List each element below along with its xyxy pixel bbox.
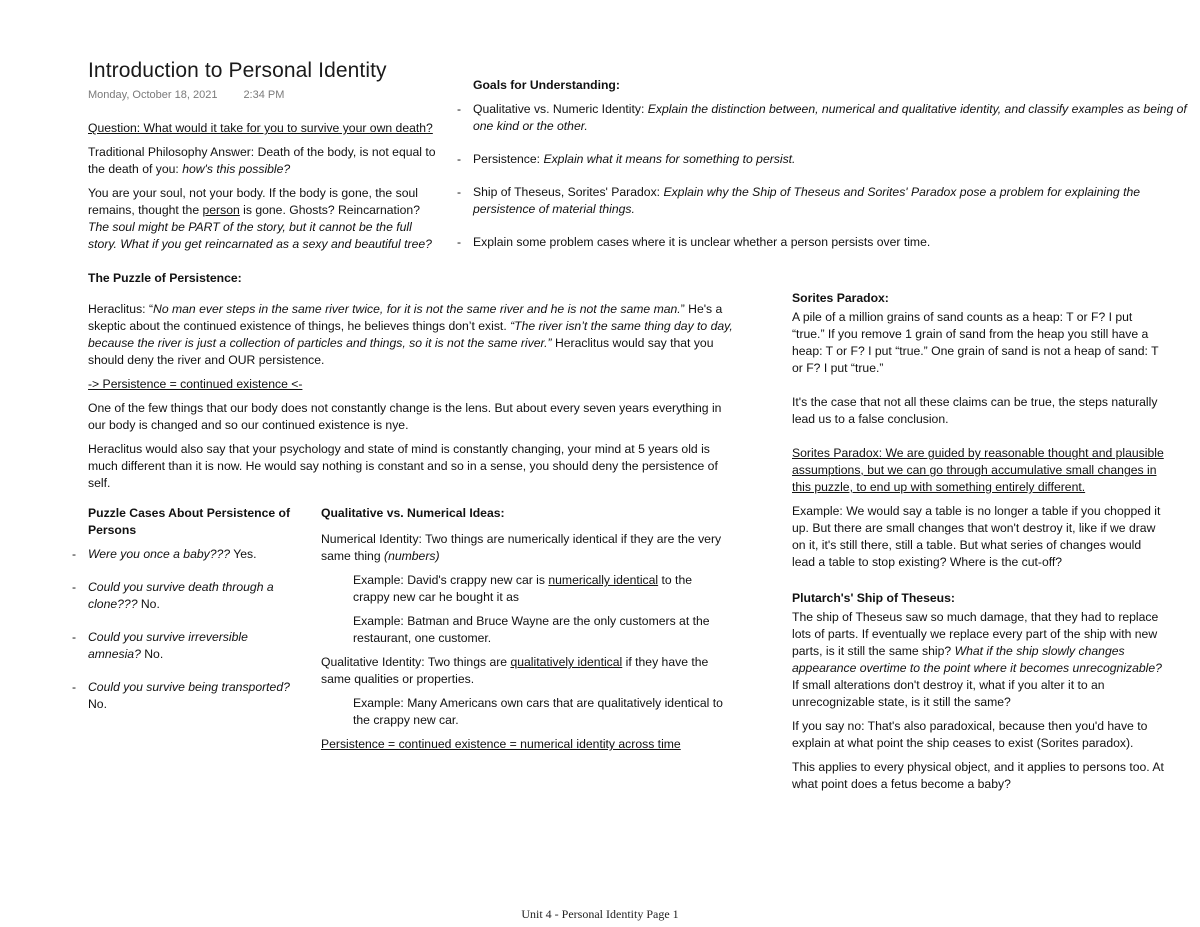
persistence-heading: The Puzzle of Persistence:: [88, 271, 242, 285]
persistence-equation: -> Persistence = continued existence <-: [88, 377, 303, 391]
goals-list: [457, 101, 1187, 251]
numerical-example-1: Example: David's crappy new car is numerically identical to the crappy new car he bought it as: [353, 573, 693, 604]
goal-item: - Explain some problem cases where it is unclear whether a person persists over time.: [457, 234, 1187, 251]
qualitative-definition: Qualitative Identity: Two things are qualitatively identical if they have the same qualities or properties.: [321, 655, 709, 686]
goals-section: [457, 77, 1187, 267]
theseus-heading: Plutarch's' Ship of Theseus:: [792, 591, 955, 605]
theseus-no-paragraph: If you say no: That's also paradoxical, because then you'd have to explain at what point the ship ceases to exist (Sorites paradox).: [792, 719, 1148, 750]
qualitative-section: [321, 505, 731, 760]
sorites-definition: Sorites Paradox: We are guided by reasonable thought and plausible assumptions, but we can go through accumulative small changes in this puzzle, to end up with something entirely different.: [792, 446, 1164, 494]
page-date: Monday, October 18, 2021: [88, 89, 218, 101]
goal-item: - Ship of Theseus, Sorites' Paradox: Explain why the Ship of Theseus and Sorites' Paradox pose a problem for explaining the persistence of material things.: [457, 184, 1187, 218]
goal-item: - Persistence: Explain what it means for something to persist.: [457, 151, 1187, 168]
theseus-applies-paragraph: This applies to every physical object, and it applies to persons too. At what point does a fetus become a baby?: [792, 760, 1164, 791]
psychology-paragraph: Heraclitus would also say that your psychology and state of mind is constantly changing, your mind at 5 years old is much different than it is now. He would say nothing is constant and so in a sense, you should deny the persistence of self.: [88, 442, 718, 490]
theseus-paragraph: The ship of Theseus saw so much damage, that they had to replace lots of parts. If eventually we replace every part of the ship with new parts, is it still the same ship? What if the ship slowly changes appearance overtime to the point where it becomes unrecognizable? If small alterations don't destroy it, what if you alter it to an unrecognizable state, is it still the same?: [792, 610, 1162, 709]
sorites-heading: Sorites Paradox:: [792, 291, 889, 305]
lens-paragraph: One of the few things that our body does not constantly change is the lens. But about every seven years everything in our body is changed and so our continued existence is nye.: [88, 401, 722, 432]
soul-paragraph: You are your soul, not your body. If the body is gone, the soul remains, thought the person is gone. Ghosts? Reincarnation? The soul might be PART of the story, but it cannot be the full story. What if you get reincarnated as a sexy and beautiful tree?: [88, 186, 432, 251]
qualitative-example: Example: Many Americans own cars that are qualitatively identical to the crappy new car.: [353, 696, 723, 727]
theseus-section: [792, 590, 1164, 800]
puzzle-case-item: - Could you survive irreversible amnesia? No.: [72, 629, 294, 663]
goals-heading: Goals for Understanding:: [473, 78, 620, 92]
puzzle-case-item: - Could you survive being transported? No.: [72, 679, 294, 713]
numerical-example-2: Example: Batman and Bruce Wayne are the only customers at the restaurant, one customer.: [353, 614, 710, 645]
puzzle-case-item: - Were you once a baby??? Yes.: [72, 546, 294, 563]
heraclitus-paragraph: Heraclitus: “No man ever steps in the same river twice, for it is not the same river and he is not the same man.” He's a skeptic about the continued existence of things, he believes things don’t exist. “The river isn’t the same thing day to day, because the river is just a collection of particles and things, so it is not the same river.” Heraclitus would say that you should deny the river and OUR persistence.: [88, 302, 733, 367]
page-time: 2:34 PM: [243, 89, 285, 101]
page-datetime: [88, 88, 428, 102]
puzzle-case-item: - Could you survive death through a clone??? No.: [72, 579, 294, 613]
puzzle-cases-list: [72, 546, 294, 713]
page-title: Introduction to Personal Identity: [88, 59, 387, 82]
question-section: [88, 120, 440, 260]
page-footer: Unit 4 - Personal Identity Page 1: [521, 907, 679, 921]
sorites-table-example: Example: We would say a table is no longer a table if you chopped it up. But there are small changes that won't destroy it, like if we draw on it, it's still there, still a table. But what series of changes would lead a table to stop existing? Where is the cut-off?: [792, 504, 1161, 569]
puzzle-cases-heading: Puzzle Cases About Persistence of Persons: [88, 506, 291, 537]
identity-equation: Persistence = continued existence = numerical identity across time: [321, 737, 681, 751]
numerical-definition: Numerical Identity: Two things are numerically identical if they are the very same thing (numbers): [321, 532, 722, 563]
persistence-section: [88, 270, 738, 499]
sorites-claims-paragraph: It's the case that not all these claims can be true, the steps naturally lead us to a false conclusion.: [792, 395, 1158, 426]
qualitative-heading: Qualitative vs. Numerical Ideas:: [321, 506, 505, 520]
sorites-heap-paragraph: A pile of a million grains of sand counts as a heap: T or F? I put “true.” If you remove 1 grain of sand from the heap you still have a heap: T or F? I put “true.” One grain of sand is not a heap of sand: T or F? I put “true.”: [792, 310, 1159, 375]
puzzle-cases-section: [72, 505, 294, 729]
question-heading: Question: What would it take for you to survive your own death?: [88, 121, 433, 135]
page-header: [88, 58, 428, 102]
goal-item: - Qualitative vs. Numeric Identity: Explain the distinction between, numerical and qualitative identity, and classify examples as being of one kind or the other.: [457, 101, 1187, 135]
sorites-section: [792, 290, 1164, 578]
traditional-answer: Traditional Philosophy Answer: Death of the body, is not equal to the death of you: how's this possible?: [88, 145, 436, 176]
